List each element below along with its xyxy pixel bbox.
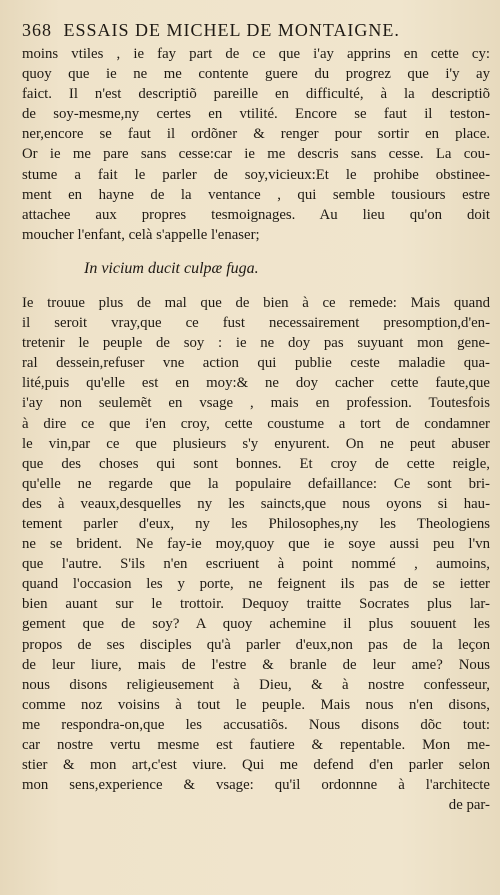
text-line: de leur liure, mais de l'estre & branle de leur ame? Nous <box>22 656 490 673</box>
text-line: propos de ses disciples qu'à parler d'eux,non pas de la leçon <box>22 636 490 653</box>
text-line: mon sens,experience & vsage: qu'il ordonnne à l'architecte <box>22 777 490 794</box>
text-line: de soy-mesme,ny certes en vtilité. Encore se faut il teston- <box>22 106 490 123</box>
text-body <box>22 44 490 815</box>
text-line: faict. Il n'est descriptiõ pareille en difficulté, à la descriptiõ <box>22 86 490 103</box>
latin-quote: In vicium ducit culpæ fuga. <box>84 259 259 277</box>
paragraph-1 <box>22 44 490 245</box>
text-line: ral dessein,refuser vne action qui publie ceste maladie qua- <box>22 355 490 372</box>
text-line: gement que de soy? A quoy achemine il plus souuent les <box>22 616 490 633</box>
text-line: Or ie me pare sans cesse:car ie me descris sans cesse. La cou- <box>22 146 490 163</box>
text-line: que l'autre. S'ils n'en escriuent à point nommé , aumoins, <box>22 556 490 573</box>
text-line: stier & mon art,c'est viure. Qui me defend d'en parler selon <box>22 757 490 774</box>
text-line: stume a fait le parler de soy,vicieux:Et le prohibe obstinee- <box>22 166 490 183</box>
text-line: lité,puis qu'elle est en moy:& ne doy cacher cette faute,que <box>22 375 490 392</box>
text-line: nous disons religieusement à Dieu, & à nostre confesseur, <box>22 676 490 693</box>
text-line: ne se brident. Ne fay-ie moy,quoy que ie soye aussi peu l'vn <box>22 536 490 553</box>
text-line: bien auant sur le trottoir. Dequoy traitte Socrates plus lar- <box>22 596 490 613</box>
catchword: de par- <box>448 797 490 814</box>
text-line: comme noz voisins à tout le peuple. Mais nous n'en disons, <box>22 696 490 713</box>
text-line: qu'elle ne regarde que la populaire defaillance: Ce sont bri- <box>22 475 490 492</box>
running-header <box>22 20 492 41</box>
text-line: car nostre vertu mesme est fautiere & repentable. Mon me- <box>22 737 490 753</box>
text-line: moucher l'enfant, celà s'appelle l'enaser; <box>22 226 260 243</box>
text-line: il seroit vray,que ce fust necessairement presomption,d'en- <box>22 315 490 332</box>
text-line: quoy que ie ne me contente guere du progrez que i'y ay <box>22 66 490 83</box>
paragraph-2 <box>22 293 490 815</box>
text-line: tement parler d'eux, ny les Philosophes,ny les Theologiens <box>22 515 490 532</box>
text-line: tretenir le peuple de soy : ie ne doy pas suyuant mon gene- <box>22 335 490 352</box>
text-line: ment en hayne de la ventance , qui semble tousiours estre <box>22 186 490 203</box>
text-line: à dire ce que i'en croy, cette coustume a tort de condamner <box>22 415 490 432</box>
text-line: me respondra-on,que les accusatiõs. Nous disons dõc tout: <box>22 716 490 733</box>
text-line: i'ay non seulemẽt en vsage , mais en profession. Toutesfois <box>22 395 490 412</box>
text-line: le vin,par ce que plusieurs s'y enyurent. On ne peut abuser <box>22 435 490 452</box>
text-line: que des choses qui sont bonnes. Et croy de cette reigle, <box>22 455 490 472</box>
text-line: attachee aux propres tesmoignages. Au lieu qu'on doit <box>22 206 490 223</box>
text-line: moins vtiles , ie fay part de ce que i'ay apprins en cette cy: <box>22 46 490 62</box>
page-number: 368 <box>22 20 52 40</box>
text-line: Ie trouue plus de mal que de bien à ce remede: Mais quand <box>22 294 490 311</box>
text-line: ner,encore se faut il ordõner & renger pour sortir en place. <box>22 126 490 143</box>
text-line: des à veaux,desquelles ny les saincts,que nous oyons si hau- <box>22 495 490 512</box>
text-line: quand l'occasion les y porte, ne feignent ils pas de se ietter <box>22 576 490 593</box>
running-title: ESSAIS DE MICHEL DE MONTAIGNE. <box>63 20 400 40</box>
